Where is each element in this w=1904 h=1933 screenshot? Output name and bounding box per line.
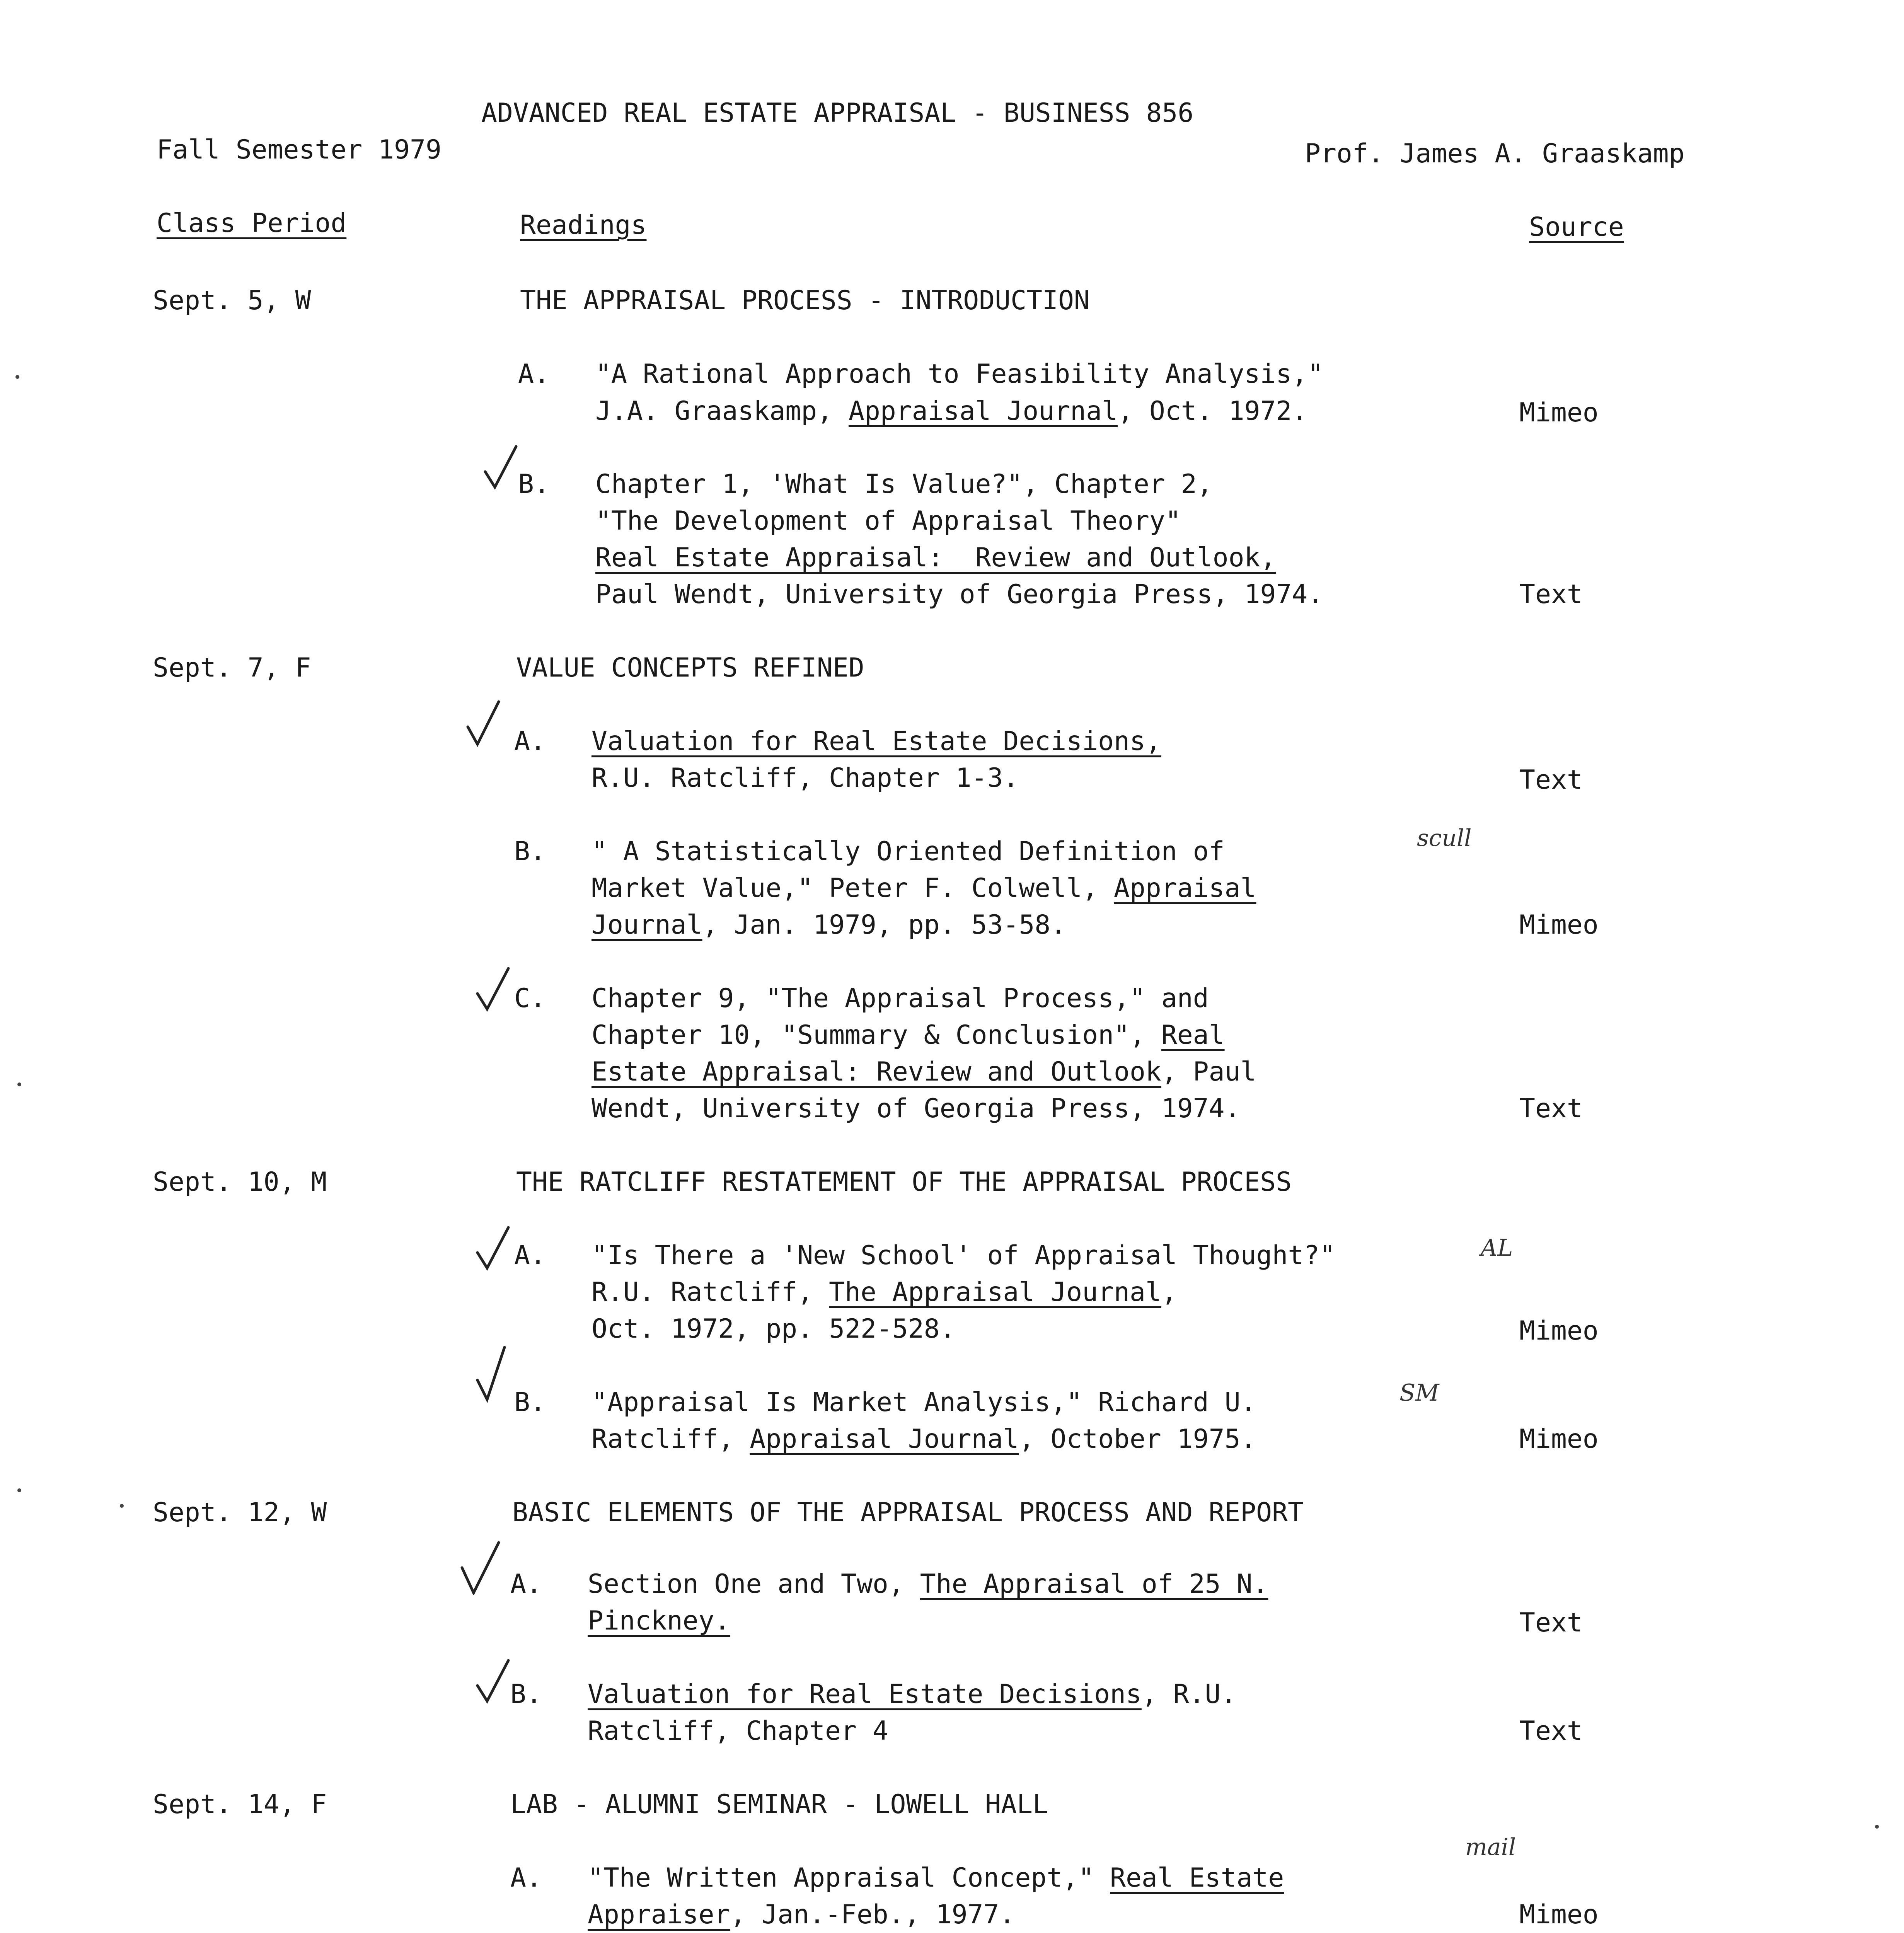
- session-date: Sept. 5, W: [153, 285, 311, 316]
- reading-line: "Is There a 'New School' of Appraisal Thought?": [591, 1240, 1336, 1271]
- reading-line: Pinckney.: [588, 1606, 730, 1636]
- professor: Prof. James A. Graaskamp: [1305, 138, 1685, 169]
- reading-line: Estate Appraisal: Review and Outlook, Paul: [591, 1057, 1256, 1087]
- reading-line: Valuation for Real Estate Decisions,: [591, 726, 1161, 757]
- reading-source: Text: [1519, 1716, 1583, 1746]
- semester: Fall Semester 1979: [157, 135, 441, 165]
- reading-line: "The Development of Appraisal Theory": [595, 506, 1181, 536]
- reading-letter: A.: [514, 726, 546, 757]
- session-topic: LAB - ALUMNI SEMINAR - LOWELL HALL: [510, 1789, 1048, 1820]
- reading-letter: A.: [510, 1569, 542, 1599]
- reading-letter: A.: [510, 1863, 542, 1893]
- session-topic: THE APPRAISAL PROCESS - INTRODUCTION: [520, 285, 1090, 316]
- handwritten-note: AL: [1481, 1234, 1513, 1261]
- stray-mark: [17, 1082, 21, 1086]
- reading-letter: B.: [514, 836, 546, 867]
- reading-source: Mimeo: [1519, 1316, 1599, 1346]
- session-date: Sept. 10, M: [153, 1167, 327, 1197]
- reading-source: Mimeo: [1519, 1899, 1599, 1930]
- reading-line: Section One and Two, The Appraisal of 25 N.: [588, 1569, 1268, 1599]
- reading-source: Text: [1519, 1093, 1583, 1124]
- reading-letter: B.: [518, 469, 550, 499]
- reading-source: Text: [1519, 765, 1583, 795]
- session-topic: THE RATCLIFF RESTATEMENT OF THE APPRAISAL PROCESS: [516, 1167, 1292, 1197]
- stray-mark: [1875, 1825, 1879, 1829]
- stray-mark: [120, 1504, 124, 1508]
- reading-letter: B.: [510, 1679, 542, 1710]
- check-icon: [481, 445, 520, 491]
- check-icon: [474, 966, 512, 1013]
- reading-line: Paul Wendt, University of Georgia Press, 1974.: [595, 579, 1324, 610]
- reading-letter: B.: [514, 1387, 546, 1418]
- reading-line: J.A. Graaskamp, Appraisal Journal, Oct. 1972.: [595, 396, 1308, 426]
- reading-source: Mimeo: [1519, 397, 1599, 428]
- reading-letter: A.: [518, 359, 550, 389]
- reading-letter: C.: [514, 983, 546, 1014]
- handwritten-note: SM: [1399, 1379, 1439, 1406]
- column-source: Source: [1529, 212, 1624, 242]
- reading-line: "Appraisal Is Market Analysis," Richard U.: [591, 1387, 1256, 1418]
- check-icon: [474, 1226, 512, 1272]
- reading-line: Ratcliff, Appraisal Journal, October 1975.: [591, 1424, 1256, 1454]
- session-date: Sept. 7, F: [153, 653, 311, 683]
- check-icon: [456, 1541, 503, 1595]
- check-icon: [464, 700, 503, 750]
- reading-line: Chapter 10, "Summary & Conclusion", Real: [591, 1020, 1225, 1050]
- column-readings: Readings: [520, 210, 647, 240]
- reading-line: " A Statistically Oriented Definition of: [591, 836, 1225, 867]
- course-title: ADVANCED REAL ESTATE APPRAISAL - BUSINESS 856: [481, 98, 1194, 128]
- reading-line: Real Estate Appraisal: Review and Outlook,: [595, 542, 1276, 573]
- reading-line: Market Value," Peter F. Colwell, Appraisal: [591, 873, 1256, 903]
- reading-letter: A.: [514, 1240, 546, 1271]
- session-topic: VALUE CONCEPTS REFINED: [516, 653, 864, 683]
- reading-line: Appraiser, Jan.-Feb., 1977.: [588, 1899, 1015, 1930]
- column-class-period: Class Period: [157, 208, 347, 239]
- handwritten-note: scull: [1417, 825, 1472, 852]
- reading-line: "The Written Appraisal Concept," Real Estate: [588, 1863, 1284, 1893]
- reading-source: Text: [1519, 1607, 1583, 1638]
- stray-mark: [17, 1488, 21, 1492]
- stray-mark: [15, 375, 19, 379]
- reading-line: Chapter 1, 'What Is Value?", Chapter 2,: [595, 469, 1213, 499]
- reading-line: "A Rational Approach to Feasibility Analysis,": [595, 359, 1324, 389]
- check-icon: [474, 1345, 512, 1403]
- check-icon: [474, 1659, 512, 1705]
- reading-source: Mimeo: [1519, 1424, 1599, 1454]
- session-date: Sept. 12, W: [153, 1497, 327, 1528]
- handwritten-note: mail: [1465, 1834, 1516, 1861]
- reading-source: Text: [1519, 579, 1583, 610]
- reading-line: Valuation for Real Estate Decisions, R.U.: [588, 1679, 1237, 1710]
- session-date: Sept. 14, F: [153, 1789, 327, 1820]
- session-topic: BASIC ELEMENTS OF THE APPRAISAL PROCESS AND REPORT: [512, 1497, 1304, 1528]
- reading-source: Mimeo: [1519, 910, 1599, 940]
- reading-line: Ratcliff, Chapter 4: [588, 1716, 888, 1746]
- reading-line: Oct. 1972, pp. 522-528.: [591, 1314, 956, 1344]
- reading-line: Journal, Jan. 1979, pp. 53-58.: [591, 910, 1067, 940]
- reading-line: R.U. Ratcliff, Chapter 1-3.: [591, 763, 1019, 793]
- reading-line: Wendt, University of Georgia Press, 1974.: [591, 1093, 1241, 1124]
- reading-line: R.U. Ratcliff, The Appraisal Journal,: [591, 1277, 1177, 1307]
- reading-line: Chapter 9, "The Appraisal Process," and: [591, 983, 1209, 1014]
